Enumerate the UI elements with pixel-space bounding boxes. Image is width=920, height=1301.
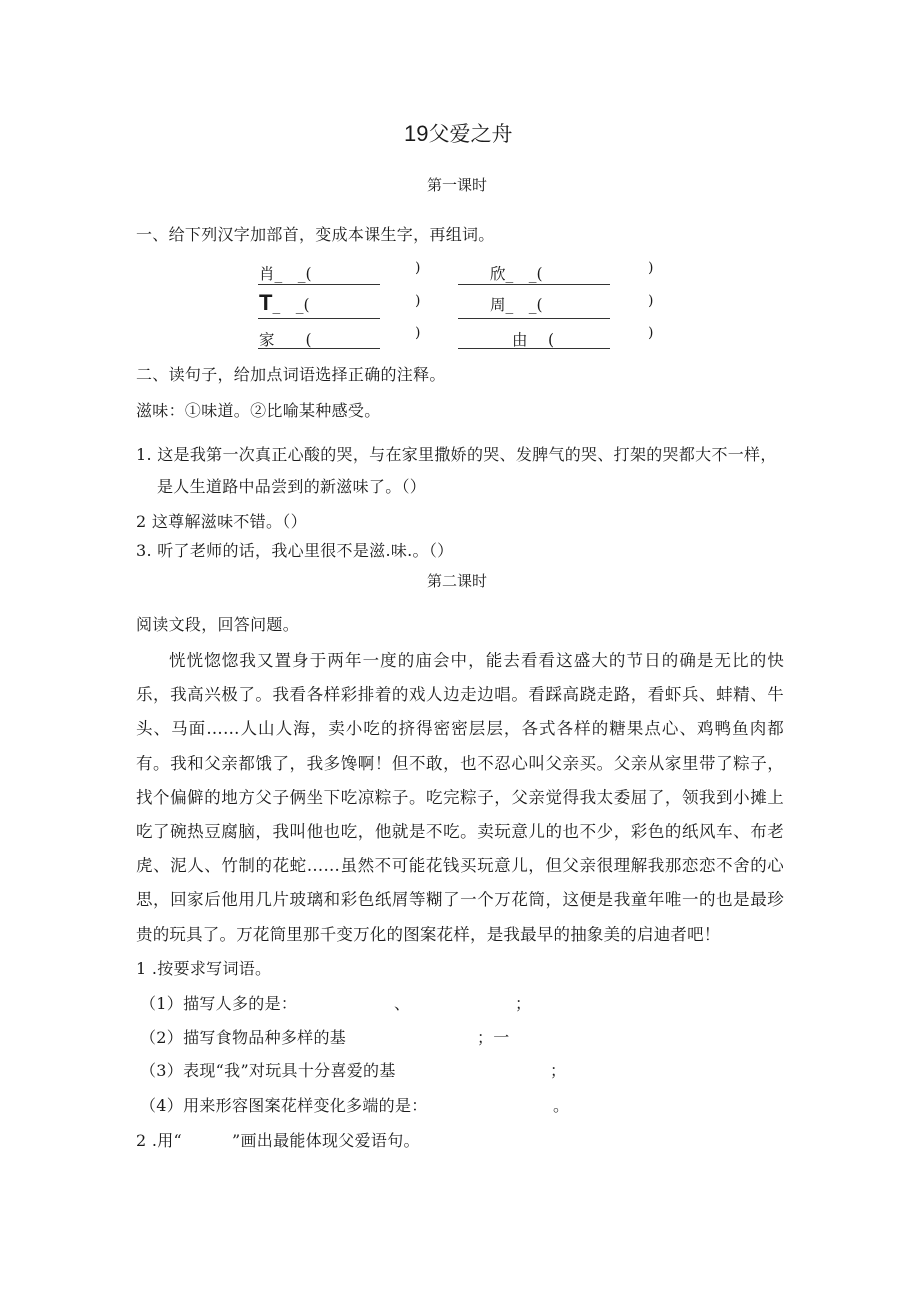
rq1-item-2: （2）描写食物品种多样的基 bbox=[140, 1028, 347, 1047]
rq1-item-1: （1）描写人多的是： bbox=[140, 994, 298, 1013]
q1-left-item-1 bbox=[259, 262, 312, 286]
q1-right-rest-2: _ _( bbox=[505, 296, 543, 314]
rq1-item-4-end: 。 bbox=[553, 1096, 570, 1115]
q1-left-close-2: ) bbox=[415, 293, 421, 309]
page-title bbox=[404, 118, 512, 148]
q1-left-char-3: 家 bbox=[259, 331, 275, 349]
q1-left-item-2 bbox=[259, 290, 310, 314]
q1-right-char-3: 由 bbox=[512, 331, 528, 349]
answer-line[interactable] bbox=[258, 318, 380, 319]
reading-passage: 恍恍惚惚我又置身于两年一度的庙会中，能去看看这盛大的节日的确是无比的快乐，我高兴极了。我看各样彩排着的戏人边走边唱。看踩高跷走路，看虾兵、蚌精、牛头、马面……人山人海，卖小吃的挤得密密层层，各式各样的糖果点心、鸡鸭鱼肉都有。我和父亲都饿了，我多馋啊！但不敢，也不忍心叫父亲买。父亲从家里带了粽子，找个偏僻的地方父子俩坐下吃凉粽子。吃完粽子，父亲觉得我太委屈了，领我到小摊上吃了碗热豆腐脑，我叫他也吃，他就是不吃。卖玩意儿的也不少，彩色的纸风车、布老虎、泥人、竹制的花蛇……虽然不可能花钱买玩意儿，但父亲很理解我那恋恋不舍的心思，回家后他用几片玻璃和彩色纸屑等糊了一个万花筒，这便是我童年唯一的也是最珍贵的玩具了。万花筒里那千变万化的图案花样，是我最早的抽象美的启迪者吧！ bbox=[136, 651, 784, 944]
rq1-item-4: （4）用来形容图案花样变化多端的是： bbox=[140, 1096, 428, 1115]
rq1-item-1-end: ； bbox=[515, 994, 532, 1013]
rq2-part-b: ”画出最能体现父爱语句。 bbox=[232, 1131, 420, 1150]
title-number: 19 bbox=[404, 121, 429, 146]
answer-line[interactable] bbox=[458, 348, 610, 349]
q1-right-char-2: 周 bbox=[490, 296, 506, 314]
q1-right-char-1: 欣 bbox=[490, 265, 506, 283]
q1-right-item-1 bbox=[490, 262, 543, 286]
q2-sentence-1a: 1. 这是我第一次真正心酸的哭，与在家里撒娇的哭、发脾气的哭、打架的哭都大不一样， bbox=[136, 445, 777, 464]
reading-instruction: 阅读文段，回答问题。 bbox=[136, 615, 300, 634]
q1-left-close-3: ) bbox=[415, 325, 421, 341]
q1-right-rest-3: _ _( bbox=[527, 331, 554, 349]
q2-heading: 二、读句子，给加点词语选择正确的注释。 bbox=[136, 365, 446, 384]
rq1-item-3-end: ； bbox=[550, 1061, 567, 1080]
rq2-part-a: 2 .用“ bbox=[136, 1131, 183, 1150]
q1-right-rest-1: _ _( bbox=[505, 265, 543, 283]
rq1-item-2-end: ；一 bbox=[477, 1028, 510, 1047]
lesson-2-heading: 第二课时 bbox=[427, 572, 488, 590]
q2-sentence-1b: 是人生道路中品尝到的新滋味了。（） bbox=[157, 477, 427, 496]
q1-left-close-1: ) bbox=[415, 260, 421, 276]
q2-sentence-3: 3. 听了老师的话，我心里很不是滋.味.。（） bbox=[136, 541, 454, 560]
q1-heading: 一、给下列汉字加部首，变成本课生字，再组词。 bbox=[136, 225, 495, 244]
rq1-heading: 1 .按要求写词语。 bbox=[136, 959, 272, 978]
answer-line[interactable] bbox=[258, 348, 380, 349]
q1-left-char-2: T bbox=[259, 290, 273, 315]
answer-line[interactable] bbox=[258, 284, 380, 285]
rq2-heading bbox=[136, 1128, 420, 1151]
q1-right-item-2 bbox=[490, 293, 543, 317]
q2-definition: 滋味：①味道。②比喻某种感受。 bbox=[136, 401, 381, 420]
q1-right-close-3: ) bbox=[648, 325, 654, 341]
q1-right-close-1: ) bbox=[648, 260, 654, 276]
q1-left-rest-1: _ _( bbox=[274, 265, 312, 283]
rq1-item-3: （3）表现“我”对玩具十分喜爱的基 bbox=[140, 1061, 396, 1080]
q1-left-rest-3: _ _( bbox=[274, 331, 312, 349]
title-text: 父爱之舟 bbox=[428, 122, 513, 146]
q1-left-char-1: 肖 bbox=[259, 265, 275, 283]
lesson-1-heading: 第一课时 bbox=[427, 176, 488, 194]
q1-right-close-2: ) bbox=[648, 293, 654, 309]
answer-line[interactable] bbox=[458, 318, 610, 319]
q1-left-rest-2: _ _( bbox=[272, 296, 310, 314]
rq1-item-1-sep: 、 bbox=[394, 994, 411, 1013]
answer-line[interactable] bbox=[458, 284, 610, 285]
q2-sentence-2: 2 这尊解滋味不错。（） bbox=[136, 512, 307, 531]
